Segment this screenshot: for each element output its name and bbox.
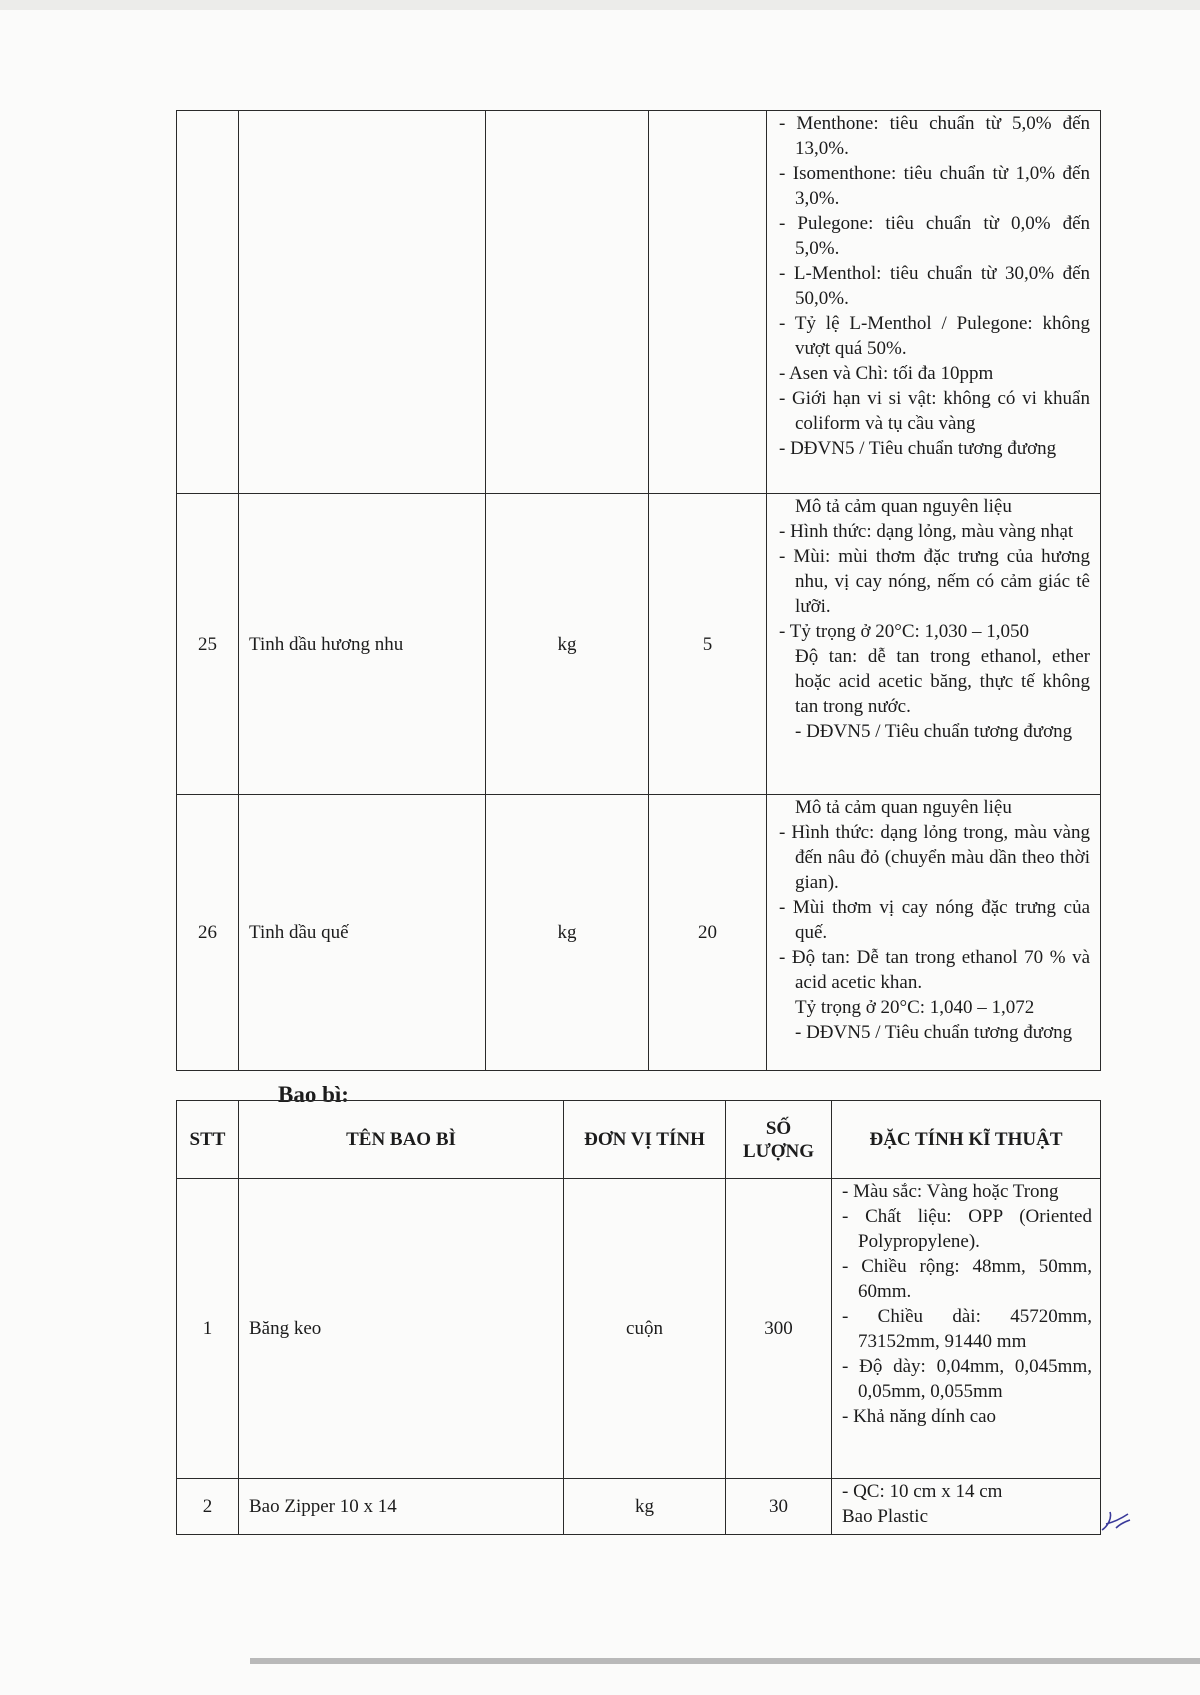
table-header-row (177, 1101, 1101, 1179)
row-qty (649, 111, 767, 494)
spec-line: Mô tả cảm quan nguyên liệu (795, 797, 1012, 818)
spec-line: - Pulegone: tiêu chuẩn từ 0,0% đến 5,0%. (779, 213, 1091, 259)
spec-line: Bao Plastic (842, 1506, 929, 1527)
spec-line: - Màu sắc: Vàng hoặc Trong (842, 1181, 1059, 1202)
spec-line: - L-Menthol: tiêu chuẩn từ 30,0% đến 50,0%. (779, 263, 1091, 309)
row-name: Bao Zipper 10 x 14 (239, 1479, 564, 1535)
table-row (177, 795, 1101, 1071)
table-row (177, 494, 1101, 795)
header-name: TÊN BAO BÌ (239, 1101, 564, 1179)
row-spec (767, 494, 1101, 795)
row-unit (486, 111, 649, 494)
initials-mark (1098, 1508, 1132, 1534)
header-qty-line1: SỐ (765, 1117, 792, 1139)
spec-line: - DĐVN5 / Tiêu chuẩn tương đương (779, 438, 1057, 459)
row-name: Tinh dầu quế (239, 795, 486, 1071)
spec-line: - Chiều dài: 45720mm, 73152mm, 91440 mm (842, 1306, 1092, 1352)
spec-line: - QC: 10 cm x 14 cm (842, 1481, 1003, 1502)
row-stt: 26 (177, 795, 239, 1071)
spec-line: - Tỷ lệ L-Menthol / Pulegone: không vượt quá 50%. (779, 313, 1091, 359)
spec-line: - Chất liệu: OPP (Oriented Polypropylene). (842, 1206, 1092, 1252)
spec-line: - Khả năng dính cao (842, 1406, 997, 1427)
spec-line: - DĐVN5 / Tiêu chuẩn tương đương (795, 1022, 1073, 1043)
header-qty (726, 1101, 832, 1179)
row-spec (767, 795, 1101, 1071)
row-unit: kg (486, 494, 649, 795)
spec-line: - Menthone: tiêu chuẩn từ 5,0% đến 13,0%. (779, 113, 1090, 159)
spec-line: - Giới hạn vi si vật: không có vi khuẩn coliform và tụ cầu vàng (779, 388, 1090, 434)
spec-line: Tỷ trọng ở 20°C: 1,040 – 1,072 (795, 997, 1035, 1018)
spec-line: - Hình thức: dạng lỏng, màu vàng nhạt (779, 521, 1074, 542)
spec-line: - Độ tan: Dễ tan trong ethanol 70 % và acid acetic khan. (779, 947, 1091, 993)
row-unit: kg (486, 795, 649, 1071)
header-qty-line2: LƯỢNG (742, 1140, 815, 1162)
row-name: Tinh dầu hương nhu (239, 494, 486, 795)
table-row (177, 1479, 1101, 1535)
spec-line: - Asen và Chì: tối đa 10ppm (779, 363, 994, 384)
row-qty: 300 (726, 1179, 832, 1479)
spec-line: - Hình thức: dạng lỏng trong, màu vàng đến nâu đỏ (chuyển màu dần theo thời gian). (779, 822, 1090, 893)
spec-line: - Isomenthone: tiêu chuẩn từ 1,0% đến 3,0%. (779, 163, 1090, 209)
row-unit: cuộn (564, 1179, 726, 1479)
row-unit: kg (564, 1479, 726, 1535)
table-row (177, 1179, 1101, 1479)
header-unit: ĐƠN VỊ TÍNH (564, 1101, 726, 1179)
row-stt (177, 111, 239, 494)
spec-line: - Mùi thơm vị cay nóng đặc trưng của quế. (779, 897, 1090, 943)
row-name (239, 111, 486, 494)
spec-line: - DĐVN5 / Tiêu chuẩn tương đương (795, 721, 1073, 742)
row-stt: 1 (177, 1179, 239, 1479)
row-spec (832, 1479, 1101, 1535)
row-qty: 20 (649, 795, 767, 1071)
spec-line: Độ tan: dễ tan trong ethanol, ether hoặc acid acetic băng, thực tế không tan trong nước. (795, 646, 1090, 717)
spec-line: - Tỷ trọng ở 20°C: 1,030 – 1,050 (779, 621, 1030, 642)
row-qty: 30 (726, 1479, 832, 1535)
materials-table (176, 110, 1101, 1071)
row-stt: 25 (177, 494, 239, 795)
spec-line: - Độ dày: 0,04mm, 0,045mm, 0,05mm, 0,055mm (842, 1356, 1092, 1402)
header-stt: STT (177, 1101, 239, 1179)
row-name: Băng keo (239, 1179, 564, 1479)
row-stt: 2 (177, 1479, 239, 1535)
row-qty: 5 (649, 494, 767, 795)
spec-line: - Mùi: mùi thơm đặc trưng của hương nhu, vị cay nóng, nếm có cảm giác tê lưỡi. (779, 546, 1090, 617)
header-spec: ĐẶC TÍNH KĨ THUẬT (832, 1101, 1101, 1179)
section-title: Bao bì: (278, 1082, 349, 1107)
packaging-table (176, 1100, 1101, 1535)
row-spec (767, 111, 1101, 494)
scan-edge-bottom (250, 1658, 1200, 1664)
scan-edge-top (0, 0, 1200, 10)
spec-line: Mô tả cảm quan nguyên liệu (795, 496, 1012, 517)
spec-line: - Chiều rộng: 48mm, 50mm, 60mm. (842, 1256, 1092, 1302)
table-row (177, 111, 1101, 494)
row-spec (832, 1179, 1101, 1479)
